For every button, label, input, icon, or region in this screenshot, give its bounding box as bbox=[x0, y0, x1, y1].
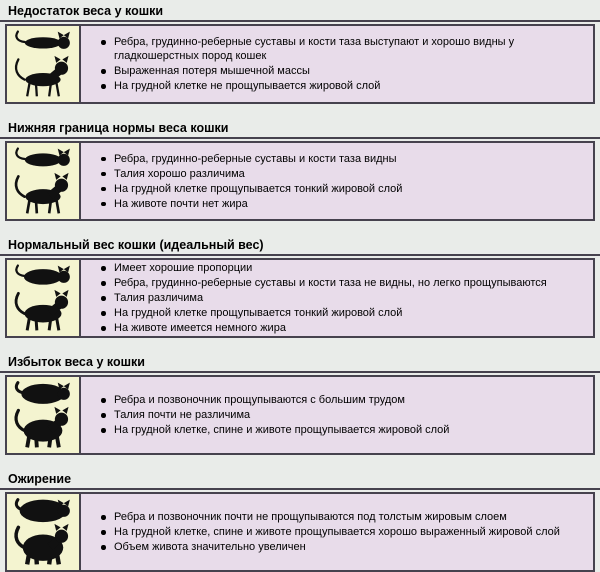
section-row bbox=[5, 24, 595, 104]
criteria-item: На животе почти нет жира bbox=[114, 197, 402, 211]
weight-category-section bbox=[0, 355, 600, 455]
criteria-item: Талия хорошо различима bbox=[114, 167, 402, 181]
weight-category-section bbox=[0, 4, 600, 104]
criteria-item: Ребра и позвоночник почти не прощупываются под толстым жировым слоем bbox=[114, 510, 560, 524]
weight-category-section bbox=[0, 472, 600, 572]
criteria-item: Объем живота значительно увеличен bbox=[114, 540, 560, 554]
criteria-item: Ребра и позвоночник прощупываются с большим трудом bbox=[114, 393, 449, 407]
criteria-item: Ребра, грудинно-реберные суставы и кости таза видны bbox=[114, 152, 402, 166]
criteria-item: На животе имеется немного жира bbox=[114, 321, 547, 335]
section-title: Недостаток веса у кошки bbox=[0, 4, 600, 22]
section-row bbox=[5, 375, 595, 455]
criteria-item: На грудной клетке прощупывается тонкий жировой слой bbox=[114, 306, 547, 320]
criteria-item: Имеет хорошие пропорции bbox=[114, 261, 547, 275]
criteria-item: На грудной клетке, спине и животе прощупывается хорошо выраженный жировой слой bbox=[114, 526, 560, 538]
cat-illustration-cell bbox=[7, 26, 81, 102]
criteria-panel bbox=[81, 143, 593, 219]
criteria-list bbox=[81, 32, 593, 96]
criteria-list bbox=[81, 507, 568, 557]
cat-top-view-icon bbox=[11, 497, 75, 523]
criteria-panel bbox=[81, 260, 593, 336]
cat-illustration-cell bbox=[7, 143, 81, 219]
cat-top-view-icon bbox=[11, 263, 75, 289]
cat-illustration-cell bbox=[7, 377, 81, 453]
criteria-panel bbox=[81, 377, 593, 453]
criteria-item: На грудной клетке не прощупывается жировой слой bbox=[114, 79, 585, 93]
cat-side-view-icon bbox=[11, 55, 75, 99]
section-row bbox=[5, 492, 595, 572]
criteria-list bbox=[81, 390, 457, 440]
criteria-list bbox=[81, 260, 555, 336]
weight-category-section bbox=[0, 121, 600, 221]
cat-illustration-cell bbox=[7, 260, 81, 336]
criteria-item: Выраженная потеря мышечной массы bbox=[114, 64, 585, 78]
cat-side-view-icon bbox=[11, 289, 75, 333]
section-row bbox=[5, 258, 595, 338]
cat-side-view-icon bbox=[11, 406, 75, 450]
criteria-item: Ребра, грудинно-реберные суставы и кости таза выступают и хорошо видны у гладкошерстных пород кошек bbox=[114, 35, 585, 63]
section-title: Нормальный вес кошки (идеальный вес) bbox=[0, 238, 600, 256]
criteria-item: На грудной клетке, спине и животе прощупывается жировой слой bbox=[114, 424, 450, 436]
section-title: Избыток веса у кошки bbox=[0, 355, 600, 373]
section-title: Нижняя граница нормы веса кошки bbox=[0, 121, 600, 139]
cat-top-view-icon bbox=[11, 146, 75, 172]
criteria-item: На грудной клетке прощупывается тонкий жировой слой bbox=[114, 182, 403, 195]
weight-category-section bbox=[0, 238, 600, 338]
cat-top-view-icon bbox=[11, 29, 75, 55]
cat-top-view-icon bbox=[11, 380, 75, 406]
section-row bbox=[5, 141, 595, 221]
criteria-item: Талия различима bbox=[114, 291, 547, 305]
criteria-item: Ребра, грудинно-реберные суставы и кости таза не видны, но легко прощупываются bbox=[114, 277, 547, 289]
criteria-list bbox=[81, 149, 410, 214]
criteria-item: Талия почти не различима bbox=[114, 408, 449, 422]
cat-side-view-icon bbox=[11, 523, 75, 567]
criteria-panel bbox=[81, 26, 593, 102]
section-title: Ожирение bbox=[0, 472, 600, 490]
cat-side-view-icon bbox=[11, 172, 75, 216]
